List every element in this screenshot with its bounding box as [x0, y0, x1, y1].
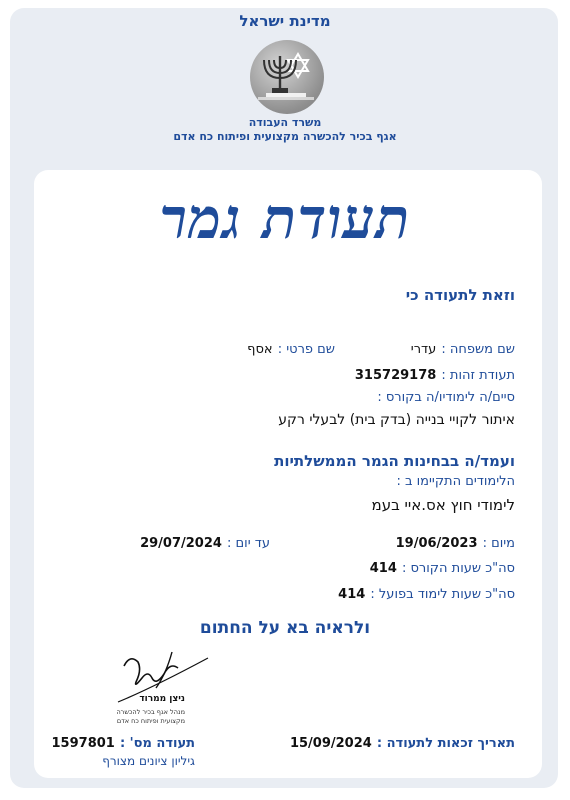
ministry-name: משרד העבודה [248, 116, 322, 129]
to-date-label: עד יום : [227, 536, 270, 551]
first-name-label: שם פרטי : [277, 342, 335, 357]
id-label: תעודת זהות : [441, 368, 515, 383]
course-hours-value: 414 [369, 561, 397, 576]
completed-label: סיים/ה לימודיו/ה בקורס : [377, 390, 515, 405]
certificate-title: תעודת גמר [159, 186, 411, 252]
entitlement-date-row [290, 732, 515, 751]
cert-number-value: 1597801 [51, 736, 115, 751]
state-emblem-icon [250, 40, 324, 114]
signatory-role-line1: מנהל אגף בכיר להכשרה [116, 708, 185, 716]
to-date-row [140, 532, 270, 551]
cert-number-label: תעודה מס' : [119, 736, 195, 751]
course-hours-label: סה"כ שעות הקורס : [401, 561, 515, 576]
first-name-value: אסף [247, 342, 273, 357]
signatory-name: ניצן ממרוד [139, 694, 185, 704]
last-name-row [411, 338, 515, 357]
last-name-label: שם משפחה : [441, 342, 515, 357]
actual-hours-row [338, 583, 515, 602]
division-name: אגף בכיר להכשרה מקצועית ופיתוח כח אדם [173, 130, 397, 143]
entitlement-date-value: 15/09/2024 [289, 736, 372, 751]
witness-statement: ולראיה בא על החתום [199, 618, 371, 638]
actual-hours-label: סה"כ שעות לימוד בפועל : [370, 587, 515, 602]
id-row [355, 364, 515, 383]
entitlement-date-label: תאריך זכאות לתעודה : [376, 736, 515, 751]
certify-heading: וזאת לתעודה כי [405, 286, 515, 304]
to-date-value: 29/07/2024 [140, 536, 222, 551]
id-value: 315729178 [354, 368, 437, 383]
cert-number-row [52, 732, 195, 751]
course-name: איתור לקויי בנייה (בדק בית) לבעלי רקע [278, 412, 515, 428]
signatory-role-line2: מקצועית ופיתוח כח אדם [116, 717, 185, 725]
from-date-value: 19/06/2023 [395, 536, 478, 551]
from-date-label: מיום : [482, 536, 515, 551]
held-at-value: לימודי חוץ אס.איי בעמ [371, 496, 515, 514]
first-name-row [247, 338, 335, 357]
from-date-row [396, 532, 515, 551]
last-name-value: עדרי [410, 342, 437, 357]
held-label: הלימודים התקיימו ב : [396, 474, 515, 489]
course-hours-row [370, 557, 515, 576]
grades-sheet-note: גיליון ציונים מצורף [102, 754, 195, 768]
passed-exams-heading: ועמד/ה בבחינות הגמר הממשלתיות [274, 452, 515, 470]
state-name: מדינת ישראל [239, 12, 331, 30]
actual-hours-value: 414 [338, 587, 366, 602]
